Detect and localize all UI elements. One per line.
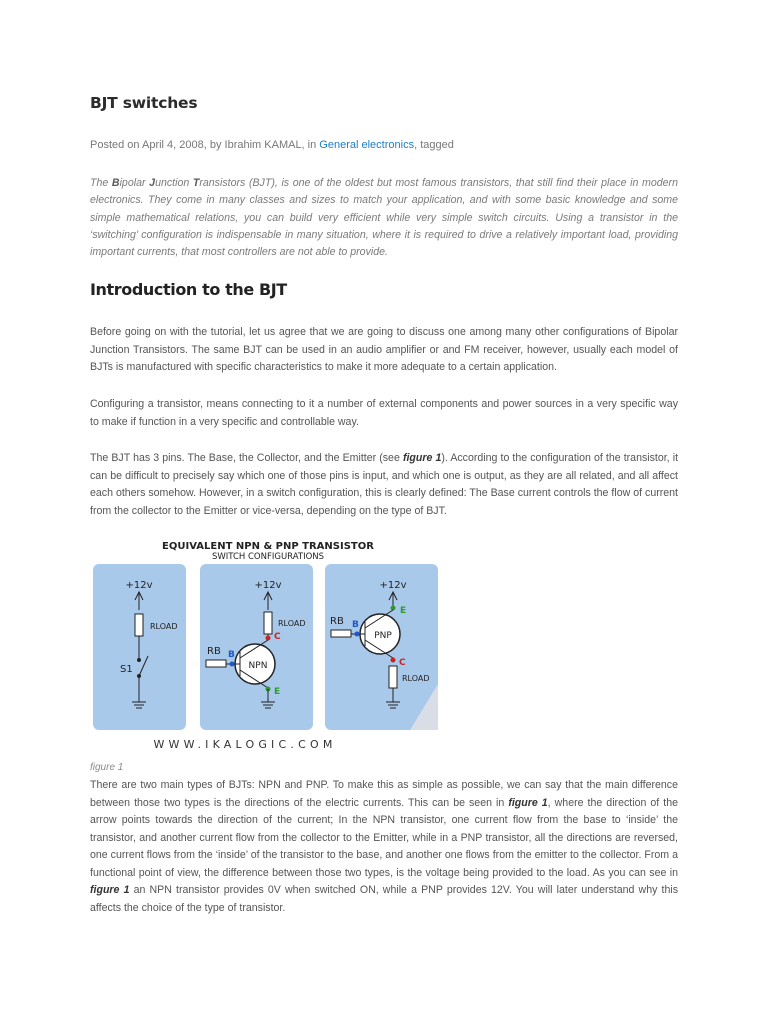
rb-label: RB xyxy=(207,646,221,657)
body-text: The BJT has 3 pins. The Base, the Collector, and the Emitter (see xyxy=(90,452,403,464)
emitter-node-icon xyxy=(391,606,396,611)
switch-node-icon xyxy=(137,658,141,662)
intro-bold-letter: T xyxy=(192,177,200,189)
resistor-icon xyxy=(135,614,143,636)
npn-label: NPN xyxy=(248,661,268,671)
rb-label: RB xyxy=(330,616,344,627)
supply-label: +12v xyxy=(379,580,407,591)
base-node-icon xyxy=(355,632,360,637)
resistor-icon xyxy=(264,612,272,634)
figure-reference: figure 1 xyxy=(508,796,548,809)
pin-e-label: E xyxy=(274,687,281,697)
watermark-text: WWW.IKALOGIC.COM xyxy=(153,738,337,751)
pin-c-label: C xyxy=(399,658,406,668)
base-resistor-icon xyxy=(206,660,226,667)
body-paragraph-2: Configuring a transistor, means connecting to it a number of external components and power sources in a very specific way to make if function in a very specific and controllable way. xyxy=(90,398,678,428)
post-meta-prefix: Posted on April 4, 2008, by Ibrahim KAMAL, in xyxy=(90,139,320,151)
intro-text: unction xyxy=(155,177,193,189)
supply-label: +12v xyxy=(254,580,282,591)
rload-label: RLOAD xyxy=(278,619,306,628)
body-text: There are two main types of BJTs: NPN and PNP. To make this as simple as possible, we can say that the main difference between those two types is the directions of the electric currents. This can be seen in xyxy=(90,779,678,809)
pin-b-label: B xyxy=(352,620,359,630)
post-title: BJT switches xyxy=(90,94,198,112)
intro-bold-letter: J xyxy=(149,177,156,189)
figure-reference: figure 1 xyxy=(402,452,442,464)
section-heading: Introduction to the BJT xyxy=(90,280,287,299)
body-text: , where the direction of the arrow points towards the direction of the current; In the NPN transistor, one current flow from the base to ‘inside’ the transistor, and another current flow from the collector to the Emitter, while in a PNP transistor, all the directions are reversed, one current flows from the ‘inside’ of the transistor to the base, and another one flows from the emitter to the collector. From a functional point of view, the difference between those two types, is the voltage being provided to the load. As you can see in xyxy=(90,796,678,879)
base-resistor-icon xyxy=(331,630,351,637)
intro-text: ipolar xyxy=(119,177,150,189)
intro-paragraph xyxy=(90,175,678,261)
body-text: an NPN transistor provides 0V when switched ON, while a PNP provides 12V. You will later understand why this affects the choice of the type of transistor. xyxy=(90,884,679,914)
body-paragraph-4 xyxy=(90,777,678,917)
body-paragraph-3 xyxy=(90,450,678,520)
figure-title-line1: EQUIVALENT NPN & PNP TRANSISTOR xyxy=(162,541,374,552)
post-meta-suffix: , tagged xyxy=(414,139,454,151)
figure-caption: figure 1 xyxy=(90,762,124,773)
collector-node-icon xyxy=(266,636,271,641)
category-link[interactable]: General electronics xyxy=(319,139,415,151)
intro-text: The xyxy=(90,177,112,189)
post-meta xyxy=(90,139,454,151)
body-paragraph-1: Before going on with the tutorial, let us agree that we are going to discuss one among many other configurations of Bipolar Junction Transistors. The same BJT can be used in an audio amplifier or and FM receiver, however, usually each model of BJTs is manufactured with specific characteristics to make it more adequate to a certain application. xyxy=(90,326,678,373)
resistor-icon xyxy=(389,666,397,688)
pin-b-label: B xyxy=(228,650,235,660)
body-text: ). According to the configuration of the transistor, it can be difficult to precisely say which one of those pins is input, and which one is output, as they are all related, and all affect each others somehow. However, in a switch configuration, this is clearly defined: The Base current controls the flow of current from the collector to the Emitter or vice-versa, depending on the type of BJT. xyxy=(90,452,679,517)
intro-bold-letter: B xyxy=(111,177,120,189)
supply-label: +12v xyxy=(125,580,153,591)
pin-e-label: E xyxy=(400,606,407,616)
base-node-icon xyxy=(230,662,235,667)
switch-label: S1 xyxy=(120,664,133,675)
intro-text: ransistors (BJT), is one of the oldest but most famous transistors, that still find their place in modern electronics. They come in many classes and sizes to match your application, and with some basic knowledge and some simple mathematical relations, you can build very efficient while very simple switch circuits. Using a transistor in the ‘switching’ configuration is indispensable in many situation, where it is required to drive a relatively important load, providing important currents, that most controllers are not able to provide. xyxy=(90,177,678,259)
pnp-label: PNP xyxy=(374,631,392,641)
pin-c-label: C xyxy=(274,632,281,642)
rload-label: RLOAD xyxy=(150,622,178,631)
collector-node-icon xyxy=(391,658,396,663)
figure-1-schematic xyxy=(90,534,442,756)
figure-title-line2: SWITCH CONFIGURATIONS xyxy=(211,552,325,562)
rload-label: RLOAD xyxy=(402,674,430,683)
figure-reference: figure 1 xyxy=(90,884,130,896)
